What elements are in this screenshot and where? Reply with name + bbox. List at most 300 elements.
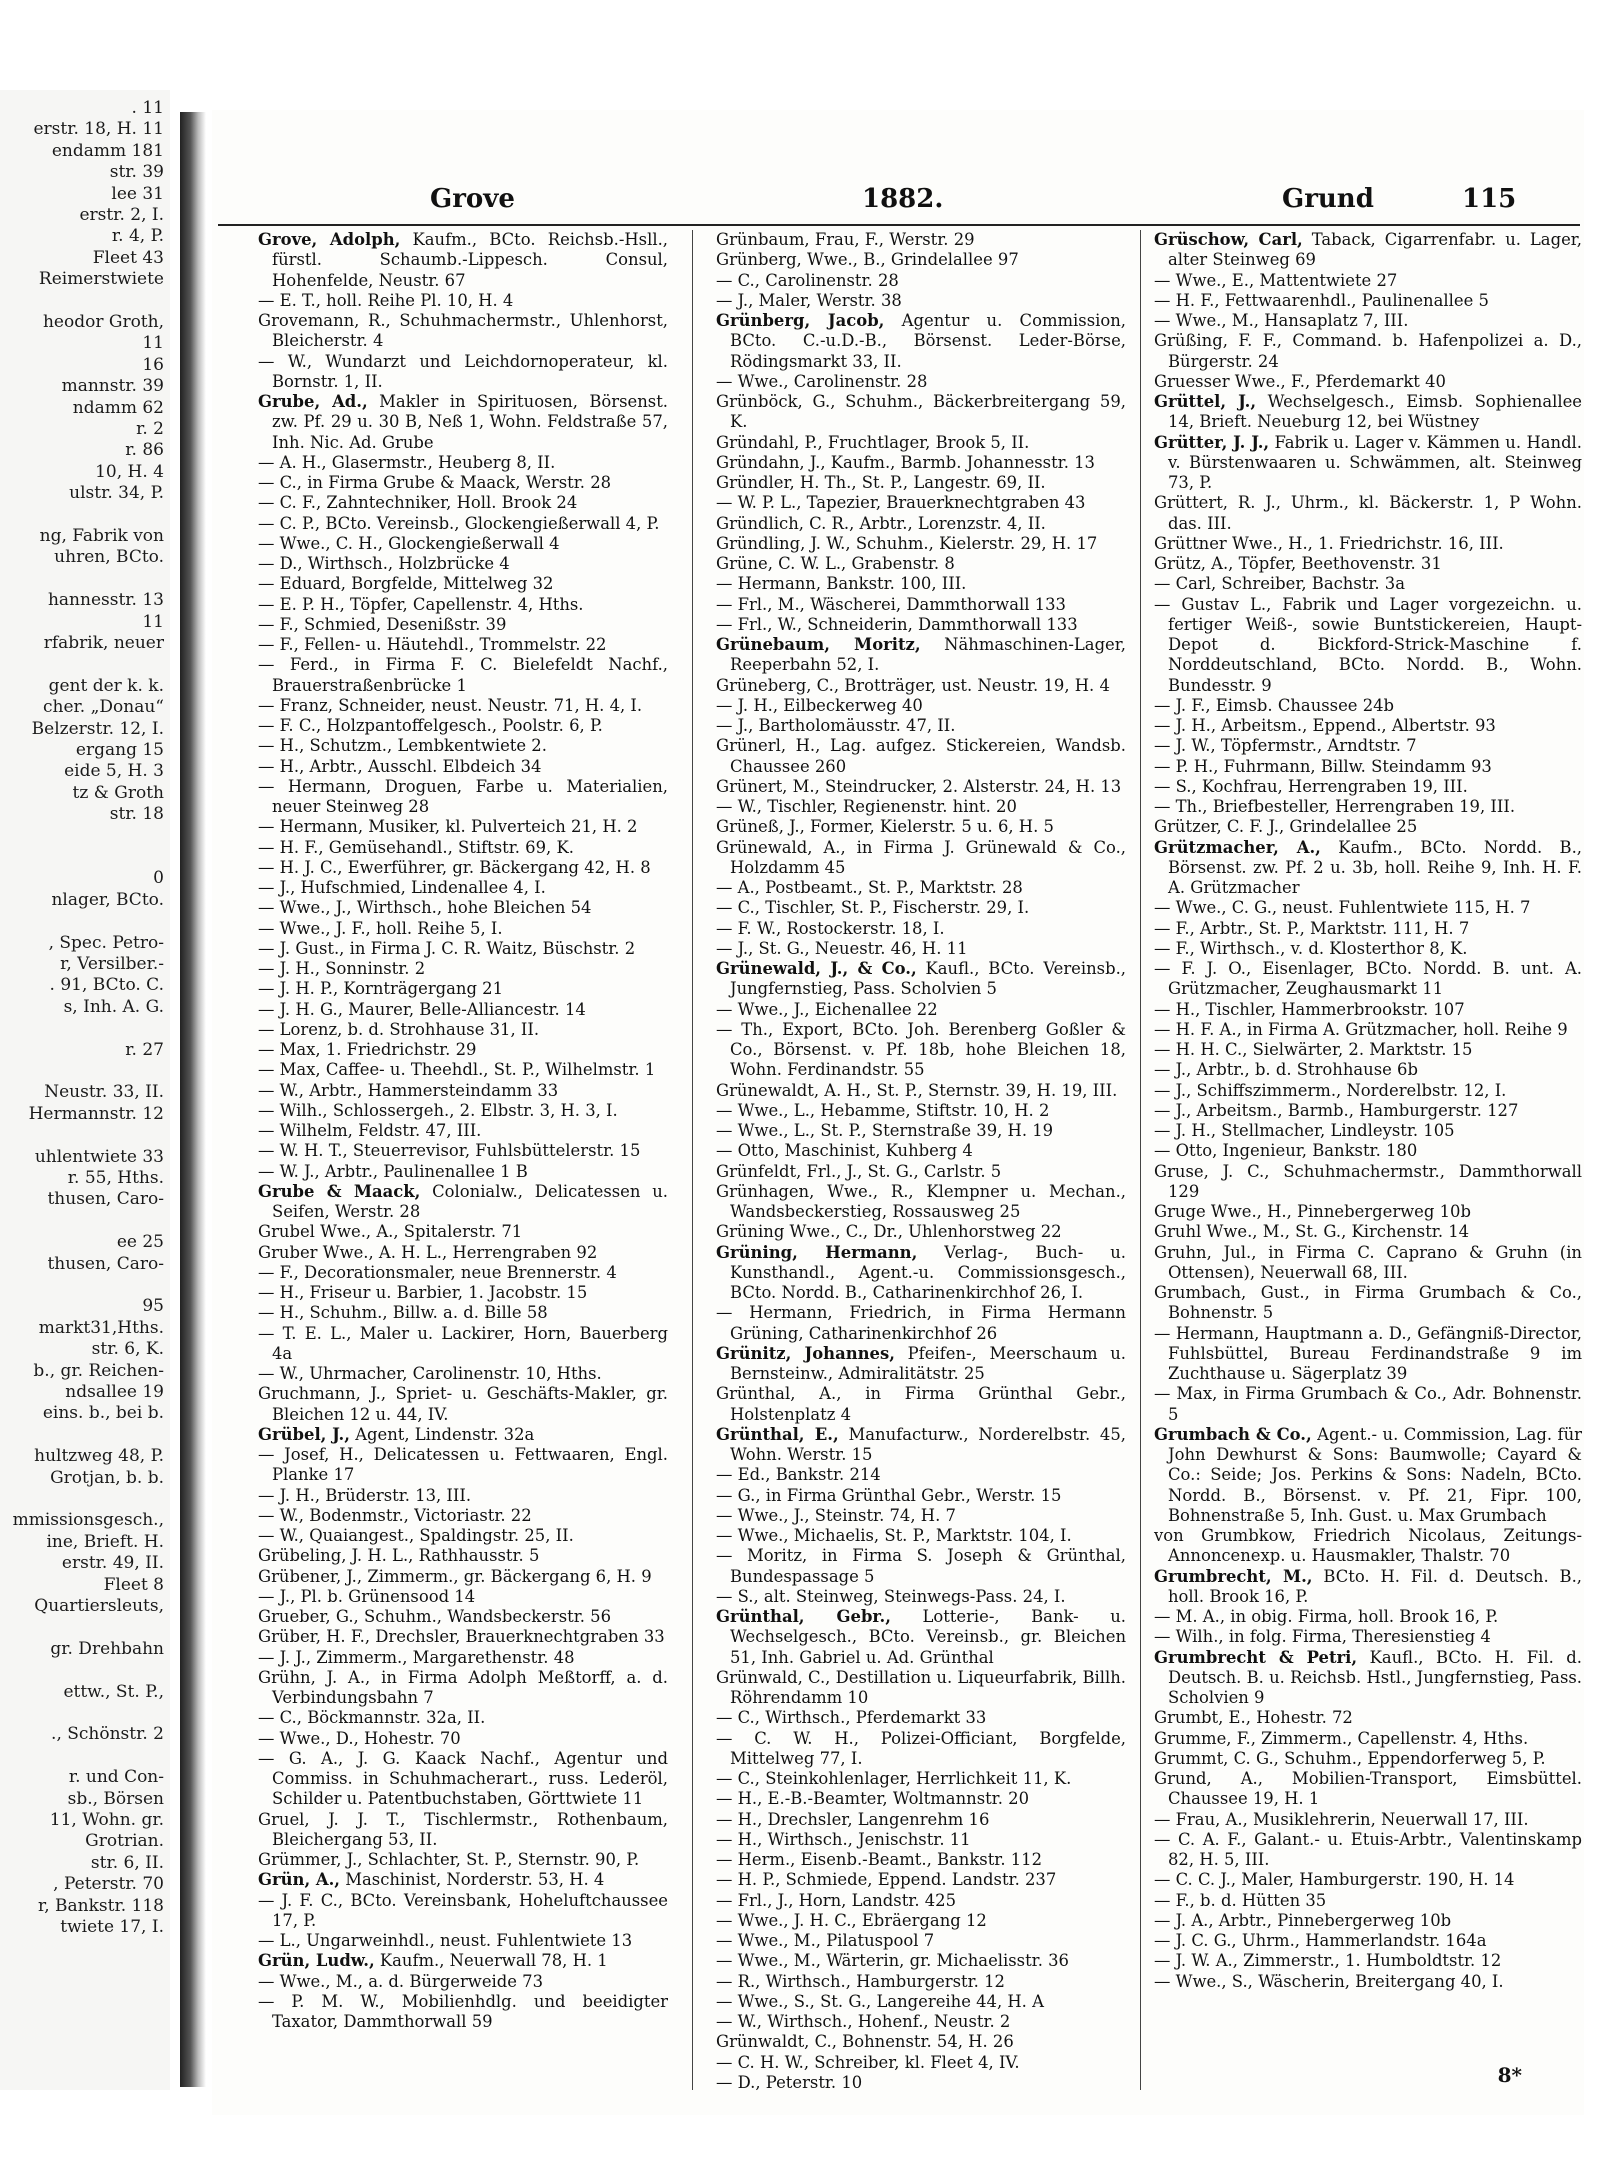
directory-entry xyxy=(258,1607,668,1627)
directory-entry xyxy=(258,919,668,939)
entry-text: Gruge Wwe., H., Pinnebergerweg 10b xyxy=(1154,1202,1471,1221)
entry-text: Colonialw., Delicatessen u. Seifen, Werstr. 28 xyxy=(272,1181,674,1221)
directory-entry xyxy=(258,1162,668,1182)
directory-entry xyxy=(716,392,1132,433)
directory-entry xyxy=(1154,331,1588,372)
previous-page-line: ee 25 xyxy=(116,1232,164,1253)
column-divider xyxy=(692,230,693,2090)
entry-text: — C. F., Zahntechniker, Holl. Brook 24 xyxy=(258,493,578,513)
entry-text: Manufacturw., Norderelbstr. 45, Wohn. Werstr. 15 xyxy=(730,1424,1132,1464)
entry-text: Grüning Wwe., C., Dr., Uhlenhorstweg 22 xyxy=(716,1222,1062,1242)
entry-text: Nähmaschinen-Lager, Reeperbahn 52, I. xyxy=(730,635,1132,675)
directory-entry xyxy=(1154,1161,1588,1203)
entry-text: — Wwe., Michaelis, St. P., Marktstr. 104, I. xyxy=(716,1526,1072,1545)
entry-text: — Wwe., L., Hebamme, Stiftstr. 10, H. 2 xyxy=(716,1100,1050,1120)
directory-entry xyxy=(1154,271,1582,291)
directory-entry xyxy=(716,1931,1126,1951)
entry-text: — J., Maler, Werstr. 38 xyxy=(716,290,902,310)
previous-page-line: nlager, BCto. xyxy=(51,889,164,910)
entry-text: Agent, Lindenstr. 32a xyxy=(349,1424,535,1444)
entry-text: Grünböck, G., Schuhm., Bäckerbreitergang 59, K. xyxy=(716,392,1132,432)
directory-entry xyxy=(1154,1749,1582,1769)
directory-entry xyxy=(258,1040,668,1060)
entry-text: — C., Tischler, St. P., Fischerstr. 29, I. xyxy=(716,898,1030,918)
entry-text: Grummt, C. G., Schuhm., Eppendorferweg 5, P. xyxy=(1154,1748,1546,1768)
previous-page-line: ulstr. 34, P. xyxy=(69,483,164,504)
entry-text: — F. W., Rostockerstr. 18, I. xyxy=(716,918,945,938)
entry-text: Grumme, F., Zimmerm., Capellenstr. 4, Hths. xyxy=(1154,1728,1529,1748)
entry-text: — F. C., Holzpantoffelgesch., Poolstr. 6, P. xyxy=(258,716,603,735)
directory-entry xyxy=(1154,1202,1582,1222)
directory-entry xyxy=(258,1384,674,1425)
directory-entry xyxy=(716,1162,1126,1182)
entry-text: — Wwe., E., Mattentwiete 27 xyxy=(1154,270,1398,290)
entry-text: Gründahn, J., Kaufm., Barmb. Johannesstr. 13 xyxy=(716,452,1095,472)
entry-text: Grumbt, E., Hohestr. 72 xyxy=(1154,1708,1353,1728)
entry-text: — H., Arbtr., Ausschl. Elbdeich 34 xyxy=(258,756,542,776)
previous-page-line: thusen, Caro- xyxy=(47,1253,164,1274)
directory-entry xyxy=(1154,837,1588,899)
entry-text: Gruhn, Jul., in Firma C. Caprano & Gruhn (in Ottensen), Neuerwall 68, III. xyxy=(1154,1242,1588,1282)
entry-name: Grün, Ludw., xyxy=(258,1951,375,1971)
entry-text: Kaufl., BCto. Vereinsb., Jungfernstieg, Pass. Scholvien 5 xyxy=(730,959,1132,999)
directory-entry xyxy=(716,534,1126,554)
directory-entry xyxy=(1154,432,1588,494)
entry-text: Kaufm., Neuerwall 78, H. 1 xyxy=(374,1951,608,1971)
directory-entry xyxy=(258,1141,668,1161)
directory-entry xyxy=(1154,696,1582,716)
entry-text: Grümmer, J., Schlachter, St. P., Sternstr. 90, P. xyxy=(258,1850,640,1869)
directory-entry xyxy=(716,1810,1126,1830)
directory-entry xyxy=(258,1809,674,1851)
entry-text: — Wwe., Carolinenstr. 28 xyxy=(716,371,928,391)
directory-entry xyxy=(716,837,1132,879)
previous-page-line: ng, Fabrik von xyxy=(39,526,164,546)
entry-text: — Wwe., L., St. P., Sternstraße 39, H. 19 xyxy=(716,1121,1054,1140)
entry-text: — Hermann, Musiker, kl. Pulverteich 21, H. 2 xyxy=(258,817,638,837)
directory-entry xyxy=(716,493,1126,513)
entry-text: — C., Steinkohlenlager, Herrlichkeit 11, K. xyxy=(716,1769,1072,1788)
previous-page-line: 16 xyxy=(142,354,164,375)
directory-entry xyxy=(258,838,668,858)
entry-name: Grumbach & Co., xyxy=(1154,1424,1312,1444)
directory-entry xyxy=(716,1081,1126,1101)
previous-page-line: 95 xyxy=(142,1296,164,1317)
entry-text: — Wwe., S., St. G., Langereihe 44, H. A xyxy=(716,1991,1044,2011)
directory-entry xyxy=(258,1222,668,1242)
entry-text: — Ferd., in Firma F. C. Bielefeldt Nachf., Brauerstraßenbrücke 1 xyxy=(258,655,674,695)
entry-text: — J. H., Brüderstr. 13, III. xyxy=(258,1485,472,1505)
entry-text: — F., Fellen- u. Häutehdl., Trommelstr. 22 xyxy=(258,635,607,654)
entry-text: Grünberg, Wwe., B., Grindelallee 97 xyxy=(716,250,1019,270)
entry-text: — J. H. G., Maurer, Belle-Alliancestr. 14 xyxy=(258,999,586,1019)
directory-entry xyxy=(1154,1810,1582,1830)
entry-text: — C. A. F., Galant.- u. Etuis-Arbtr., Valentinskamp 82, H. 5, III. xyxy=(1154,1829,1588,1869)
directory-entry xyxy=(1154,817,1582,837)
entry-text: — F., b. d. Hütten 35 xyxy=(1154,1890,1327,1910)
previous-page-line: Fleet 43 xyxy=(92,247,164,268)
signature-mark: 8* xyxy=(1497,2063,1522,2087)
directory-entry xyxy=(258,1506,668,1526)
directory-entry xyxy=(258,1850,668,1870)
directory-entry xyxy=(1154,574,1582,594)
previous-page-line: r. 4, P. xyxy=(111,226,164,247)
entry-text: — Wwe., M., Wärterin, gr. Michaelisstr. 36 xyxy=(716,1951,1069,1971)
directory-entry xyxy=(1154,1951,1582,1971)
directory-entry xyxy=(1154,716,1582,736)
entry-text: Grünhagen, Wwe., R., Klempner u. Mechan., Wandsbeckerstieg, Rossausweg 25 xyxy=(716,1181,1132,1221)
directory-entry xyxy=(258,1263,668,1283)
directory-entry xyxy=(258,1567,668,1587)
directory-entry xyxy=(1154,959,1588,1000)
previous-page-line: Reimerstwiete xyxy=(38,269,164,290)
directory-entry xyxy=(258,534,668,554)
directory-entry xyxy=(258,959,668,979)
previous-page-line: , Spec. Petro- xyxy=(48,932,164,953)
entry-text: Kaufl., BCto. H. Fil. d. Deutsch. B. u. Reichsb. Hstl., Jungfernstieg, Pass. Scholvien 9 xyxy=(1168,1647,1588,1707)
entry-text: — Eduard, Borgfelde, Mittelweg 32 xyxy=(258,574,554,594)
entry-text: — A., Postbeamt., St. P., Marktstr. 28 xyxy=(716,878,1023,897)
entry-text: Grund, A., Mobilien-Transport, Eimsbüttel. Chaussee 19, H. 1 xyxy=(1154,1769,1588,1809)
entry-text: — J. H., Stellmacher, Lindleystr. 105 xyxy=(1154,1121,1455,1140)
entry-text: — F., Wirthsch., v. d. Klosterthor 8, K. xyxy=(1154,938,1468,958)
column-divider xyxy=(1140,230,1141,2090)
entry-text: — Wwe., J. F., holl. Reihe 5, I. xyxy=(258,918,503,938)
entry-text: — C. W. H., Polizei-Officiant, Borgfelde, Mittelweg 77, I. xyxy=(716,1728,1132,1768)
previous-page-line: 10, H. 4 xyxy=(95,461,164,482)
directory-entry xyxy=(716,1667,1132,1709)
previous-page-line: endamm 181 xyxy=(51,140,164,161)
entry-text: — W. J., Arbtr., Paulinenallee 1 B xyxy=(258,1161,528,1181)
directory-entry xyxy=(258,1667,674,1709)
entry-text: — M. A., in obig. Firma, holl. Brook 16, P. xyxy=(1154,1607,1499,1626)
previous-page-line: . 11 xyxy=(131,98,164,118)
entry-text: — G., in Firma Grünthal Gebr., Werstr. 15 xyxy=(716,1485,1062,1505)
entry-text: — W., Arbtr., Hammersteindamm 33 xyxy=(258,1080,559,1100)
entry-text: Grüne, C. W. L., Grabenstr. 8 xyxy=(716,554,955,573)
directory-entry xyxy=(716,2053,1126,2073)
entry-text: — F., Arbtr., St. P., Marktstr. 111, H. 7 xyxy=(1154,918,1470,938)
entry-name: Grünitz, Johannes, xyxy=(716,1343,895,1363)
entry-text: — J. Gust., in Firma J. C. R. Waitz, Büschstr. 2 xyxy=(258,938,636,958)
previous-page-line: Neustr. 33, II. xyxy=(44,1082,164,1103)
directory-entry xyxy=(716,1992,1126,2012)
entry-text: — H. J. C., Ewerführer, gr. Bäckergang 42, H. 8 xyxy=(258,857,651,877)
entry-text: — H., Friseur u. Barbier, 1. Jacobstr. 15 xyxy=(258,1283,588,1302)
directory-entry xyxy=(716,1870,1126,1890)
entry-text: — W., Bodenmstr., Victoriastr. 22 xyxy=(258,1505,532,1525)
directory-entry xyxy=(1154,230,1588,271)
entry-text: — C., Wirthsch., Pferdemarkt 33 xyxy=(716,1708,987,1728)
directory-entry xyxy=(258,1303,668,1323)
previous-page-line: str. 39 xyxy=(109,162,164,183)
directory-entry xyxy=(716,1343,1132,1385)
directory-entry xyxy=(1154,594,1588,696)
previous-page-line: thusen, Caro- xyxy=(47,1189,164,1210)
directory-entry xyxy=(716,736,1132,777)
directory-entry xyxy=(258,1931,668,1951)
entry-text: — F., Schmied, Desenißstr. 39 xyxy=(258,614,507,634)
directory-entry xyxy=(258,1526,668,1546)
previous-page-line: tz & Groth xyxy=(72,782,164,803)
entry-text: Agentur u. Commission, BCto. C.-u.D.-B., Börsenst. Leder-Börse, Rödingsmarkt 33, II. xyxy=(730,311,1132,371)
directory-entry xyxy=(1154,1020,1582,1040)
entry-text: — Wwe., J., Eichenallee 22 xyxy=(716,999,938,1019)
previous-page-line: r. 86 xyxy=(125,440,164,461)
directory-entry xyxy=(1154,1323,1588,1385)
directory-entry xyxy=(1154,797,1582,817)
directory-entry xyxy=(258,1364,668,1384)
previous-page-line: ergang 15 xyxy=(75,740,164,760)
directory-entry xyxy=(716,1019,1132,1081)
directory-entry xyxy=(258,1546,668,1566)
directory-entry xyxy=(258,1870,668,1890)
entry-name: Grüschow, Carl, xyxy=(1154,230,1303,249)
directory-entry xyxy=(258,1486,668,1506)
entry-text: — S., Kochfrau, Herrengraben 19, III. xyxy=(1154,776,1468,796)
directory-entry xyxy=(716,1303,1132,1344)
directory-entry xyxy=(1154,1222,1582,1242)
previous-page-line: Fleet 8 xyxy=(103,1574,164,1595)
directory-entry xyxy=(716,919,1126,939)
entry-text: Agent.- u. Commission, Lag. für John Dewhurst & Sons: Baumwolle; Cayard & Co.: Seide; Jos. Perkins & Sons: Nadeln, BCto. Nordd. B., Börsenst. v. Pf. 21, Fipr. 100, Bohnenstraße 5, Inh. Gust. u. Max Grumbach xyxy=(1168,1424,1588,1525)
entry-text: — F. J. O., Eisenlager, BCto. Nordd. B. unt. A. Grützmacher, Zeughausmarkt 11 xyxy=(1154,959,1588,999)
directory-entry xyxy=(258,291,668,311)
directory-entry xyxy=(1154,1647,1588,1709)
entry-text: — W. H. T., Steuerrevisor, Fuhlsbüttelerstr. 15 xyxy=(258,1141,641,1161)
entry-name: Grove, Adolph, xyxy=(258,230,401,249)
directory-entry xyxy=(716,1769,1126,1789)
entry-text: — Max, Caffee- u. Theehdl., St. P., Wilhelmstr. 1 xyxy=(258,1060,656,1080)
entry-text: von Grumbkow, Friedrich Nicolaus, Zeitungs-Annoncenexp. u. Hausmakler, Thalstr. 70 xyxy=(1154,1526,1582,1566)
directory-entry xyxy=(716,271,1126,291)
entry-text: BCto. H. Fil. d. Deutsch. B., holl. Brook 16, P. xyxy=(1168,1566,1588,1606)
entry-text: — Wilh., Schlossergeh., 2. Elbstr. 3, H. 3, I. xyxy=(258,1100,618,1120)
entry-text: — Hermann, Droguen, Farbe u. Materialien, neuer Steinweg 28 xyxy=(258,776,674,816)
directory-entry xyxy=(716,1384,1132,1425)
entry-text: Grüttert, R. J., Uhrm., kl. Bäckerstr. 1, P Wohn. das. III. xyxy=(1154,493,1588,533)
entry-name: Grumbrecht, M., xyxy=(1154,1566,1313,1586)
directory-entry xyxy=(716,291,1126,311)
entry-text: — G. A., J. G. Kaack Nachf., Agentur und Commiss. in Schuhmacherart., russ. Lederöl, Schilder u. Patentbuchstaben, Görttwiete 11 xyxy=(258,1748,674,1809)
previous-page-line: erstr. 49, II. xyxy=(61,1553,164,1574)
previous-page-line: Grotrian. xyxy=(85,1831,164,1852)
entry-text: — J., St. G., Neuestr. 46, H. 11 xyxy=(716,938,968,958)
directory-entry xyxy=(716,250,1126,270)
directory-entry xyxy=(258,1648,668,1668)
entry-text: Verlag-, Buch- u. Kunsthandl., Agent.-u. Commissionsgesch., BCto. Nordd. B., Catharinenkirchhof 26, I. xyxy=(730,1242,1132,1302)
entry-text: — W., Wundarzt und Leichdornoperateur, kl. Bornstr. 1, II. xyxy=(258,351,674,391)
entry-text: Gründahl, P., Fruchtlager, Brook 5, II. xyxy=(716,432,1030,452)
directory-entry xyxy=(258,1121,668,1141)
directory-entry xyxy=(1154,554,1582,574)
entry-text: — H., Tischler, Hammerbrookstr. 107 xyxy=(1154,999,1465,1019)
entry-text: — Wwe., J., Wirthsch., hohe Bleichen 54 xyxy=(258,898,592,918)
directory-entry xyxy=(1154,1424,1588,1526)
entry-text: — Max, 1. Friedrichstr. 29 xyxy=(258,1040,477,1059)
header-left-keyword: Grove xyxy=(430,184,515,214)
column-2 xyxy=(716,230,1132,2093)
header-year: 1882. xyxy=(862,184,944,214)
directory-entry xyxy=(716,473,1126,493)
entry-text: — Carl, Schreiber, Bachstr. 3a xyxy=(1154,574,1406,594)
directory-entry xyxy=(716,1121,1126,1141)
directory-entry xyxy=(1154,372,1582,392)
entry-text: — H., Wirthsch., Jenischstr. 11 xyxy=(716,1829,971,1849)
entry-name: Grüning, Hermann, xyxy=(716,1242,918,1262)
directory-entry xyxy=(1154,777,1582,797)
directory-entry xyxy=(258,1587,668,1607)
previous-page-line: s, Inh. A. G. xyxy=(63,996,164,1017)
previous-page-line: ettw., St. P., xyxy=(63,1681,164,1702)
entry-text: — Th., Briefbesteller, Herrengraben 19, III. xyxy=(1154,797,1516,816)
previous-page-line: ine, Brieft. H. xyxy=(46,1531,164,1552)
directory-entry xyxy=(258,1425,668,1445)
directory-entry xyxy=(258,979,668,999)
entry-text: — S., alt. Steinweg, Steinwegs-Pass. 24, I. xyxy=(716,1586,1066,1606)
directory-entry xyxy=(716,898,1126,918)
directory-entry xyxy=(258,453,668,473)
entry-text: — Hermann, Bankstr. 100, III. xyxy=(716,574,967,594)
directory-entry xyxy=(258,1060,668,1080)
directory-entry xyxy=(258,1729,668,1749)
directory-entry xyxy=(1154,757,1582,777)
previous-page-line: mmissionsgesch., xyxy=(12,1510,164,1531)
entry-text: — J., Arbtr., b. d. Strohhause 6b xyxy=(1154,1060,1418,1080)
previous-page-line: Hermannstr. 12 xyxy=(28,1103,164,1124)
directory-entry xyxy=(1154,1972,1582,1992)
entry-text: Grüneberg, C., Brotträger, ust. Neustr. 19, H. 4 xyxy=(716,675,1110,695)
entry-text: — D., Wirthsch., Holzbrücke 4 xyxy=(258,554,510,573)
entry-text: Gründler, H. Th., St. P., Langestr. 69, II. xyxy=(716,473,1046,492)
directory-entry xyxy=(258,1081,668,1101)
previous-page-line: cher. „Donau“ xyxy=(43,697,164,718)
entry-text: — J., Arbeitsm., Barmb., Hamburgerstr. 127 xyxy=(1154,1100,1519,1120)
entry-text: — Franz, Schneider, neust. Neustr. 71, H. 4, I. xyxy=(258,695,643,715)
entry-text: — Otto, Maschinist, Kuhberg 4 xyxy=(716,1141,973,1161)
entry-text: — Wwe., J. H. C., Ebräergang 12 xyxy=(716,1910,987,1930)
previous-page-line: 11, Wohn. gr. xyxy=(49,1810,164,1830)
directory-entry xyxy=(258,1890,674,1932)
entry-text: — Frl., J., Horn, Landstr. 425 xyxy=(716,1890,957,1910)
entry-text: — Otto, Ingenieur, Bankstr. 180 xyxy=(1154,1141,1418,1161)
directory-entry xyxy=(258,230,674,291)
entry-text: Grünewald, A., in Firma J. Grünewald & Co., Holzdamm 45 xyxy=(716,837,1132,877)
directory-entry xyxy=(716,696,1126,716)
entry-text: — C., Carolinenstr. 28 xyxy=(716,270,899,290)
entry-text: — Ed., Bankstr. 214 xyxy=(716,1465,881,1485)
entry-text: — W., Wirthsch., Hohenf., Neustr. 2 xyxy=(716,2012,1011,2031)
directory-entry xyxy=(1154,1769,1588,1810)
previous-page-line: r, Versilber.- xyxy=(60,954,164,974)
previous-page-line: , Peterstr. 70 xyxy=(53,1874,164,1895)
running-header xyxy=(212,180,1584,220)
entry-text: — H. F. A., in Firma A. Grützmacher, holl. Reihe 9 xyxy=(1154,1019,1568,1039)
directory-entry xyxy=(716,554,1126,574)
previous-page-line: 11 xyxy=(142,333,164,354)
previous-page-line: Quartiersleuts, xyxy=(34,1596,164,1616)
directory-entry xyxy=(716,1911,1126,1931)
entry-text: — H. F., Gemüsehandl., Stiftstr. 69, K. xyxy=(258,837,574,857)
entry-text: — Wwe., J., Steinstr. 74, H. 7 xyxy=(716,1505,956,1525)
previous-page-line: rfabrik, neuer xyxy=(43,633,164,653)
entry-text: — J. H., Arbeitsm., Eppend., Albertstr. 93 xyxy=(1154,716,1496,735)
entry-name: Grube & Maack, xyxy=(258,1181,421,1201)
directory-entry xyxy=(258,1323,674,1365)
entry-text: — Wwe., D., Hohestr. 70 xyxy=(258,1728,461,1748)
entry-text: Grubel Wwe., A., Spitalerstr. 71 xyxy=(258,1222,523,1242)
directory-entry xyxy=(1154,1708,1582,1728)
entry-text: — Herm., Eisenb.-Beamt., Bankstr. 112 xyxy=(716,1850,1043,1869)
directory-entry xyxy=(1154,1242,1588,1284)
directory-entry xyxy=(716,777,1126,797)
entry-name: Grübel, J., xyxy=(258,1424,350,1444)
previous-page-line: ndamm 62 xyxy=(72,397,164,418)
entry-text: Grüneß, J., Former, Kielerstr. 5 u. 6, H. 5 xyxy=(716,817,1054,837)
previous-page-line: r. 2 xyxy=(136,419,164,439)
entry-text: — Th., Export, BCto. Joh. Berenberg Goßler & Co., Börsenst. v. Pf. 18b, hohe Bleichen 18, Wohn. Ferdinandstr. 55 xyxy=(716,1019,1132,1080)
entry-text: — W., Tischler, Regienenstr. hint. 20 xyxy=(716,797,1017,816)
directory-entry xyxy=(716,1181,1132,1223)
directory-entry xyxy=(1154,898,1582,918)
directory-entry xyxy=(1154,1607,1582,1627)
entry-text: Grünwaldt, C., Bohnenstr. 54, H. 26 xyxy=(716,2032,1014,2052)
entry-text: — J., Bartholomäusstr. 47, II. xyxy=(716,716,956,735)
directory-entry xyxy=(716,1465,1126,1485)
entry-text: — H., Schutzm., Lembkentwiete 2. xyxy=(258,736,547,756)
directory-entry xyxy=(1154,392,1588,433)
directory-entry xyxy=(716,1101,1126,1121)
entry-name: Grütter, J. J., xyxy=(1154,432,1270,452)
previous-page-fragment xyxy=(0,90,170,2090)
previous-page-line: str. 6, II. xyxy=(90,1852,164,1873)
directory-entry xyxy=(258,1708,668,1728)
directory-entry xyxy=(1154,939,1582,959)
directory-entry xyxy=(258,1000,668,1020)
entry-name: Grube, Ad., xyxy=(258,392,368,411)
entry-name: Grünberg, Jacob, xyxy=(716,311,885,330)
directory-entry xyxy=(258,878,668,898)
directory-entry xyxy=(1154,919,1582,939)
previous-page-line: sb., Börsen xyxy=(67,1788,164,1809)
entry-text: — Wwe., M., Hansaplatz 7, III. xyxy=(1154,311,1409,330)
entry-text: — J. W., Töpfermstr., Arndtstr. 7 xyxy=(1154,736,1417,756)
directory-entry xyxy=(1154,736,1582,756)
entry-text: — Frau, A., Musiklehrerin, Neuerwall 17, III. xyxy=(1154,1809,1529,1829)
entry-name: Grünthal, E., xyxy=(716,1424,839,1444)
entry-text: — E. T., holl. Reihe Pl. 10, H. 4 xyxy=(258,290,514,310)
directory-entry xyxy=(1154,1384,1588,1425)
entry-text: — Wwe., M., a. d. Bürgerweide 73 xyxy=(258,1971,544,1991)
entry-text: — R., Wirthsch., Hamburgerstr. 12 xyxy=(716,1971,1005,1991)
directory-entry xyxy=(716,1000,1126,1020)
entry-name: Grün, A., xyxy=(258,1870,341,1890)
entry-text: Fabrik u. Lager v. Kämmen u. Handl. v. Bürstenwaaren u. Schwämmen, alt. Steinweg 73, P. xyxy=(1168,432,1588,492)
directory-entry xyxy=(258,757,668,777)
directory-entry xyxy=(716,1708,1126,1728)
directory-entry xyxy=(1154,1283,1588,1324)
entry-text: — Frl., W., Schneiderin, Dammthorwall 133 xyxy=(716,614,1078,634)
entry-text: Grüber, H. F., Drechsler, Brauerknechtgraben 33 xyxy=(258,1627,665,1647)
directory-entry xyxy=(1154,291,1582,311)
previous-page-line: eins. b., bei b. xyxy=(42,1403,164,1424)
entry-text: — D., Peterstr. 10 xyxy=(716,2072,863,2092)
entry-text: — Hermann, Hauptmann a. D., Gefängniß-Director, Fuhlsbüttel, Bureau Ferdinandstraße 9 im Zuchthause u. Sägerplatz 39 xyxy=(1154,1323,1588,1383)
previous-page-line: r. 55, Hths. xyxy=(67,1168,164,1188)
entry-text: Grumbach, Gust., in Firma Grumbach & Co., Bohnenstr. 5 xyxy=(1154,1283,1588,1323)
directory-entry xyxy=(716,311,1132,372)
directory-entry xyxy=(716,959,1132,1000)
